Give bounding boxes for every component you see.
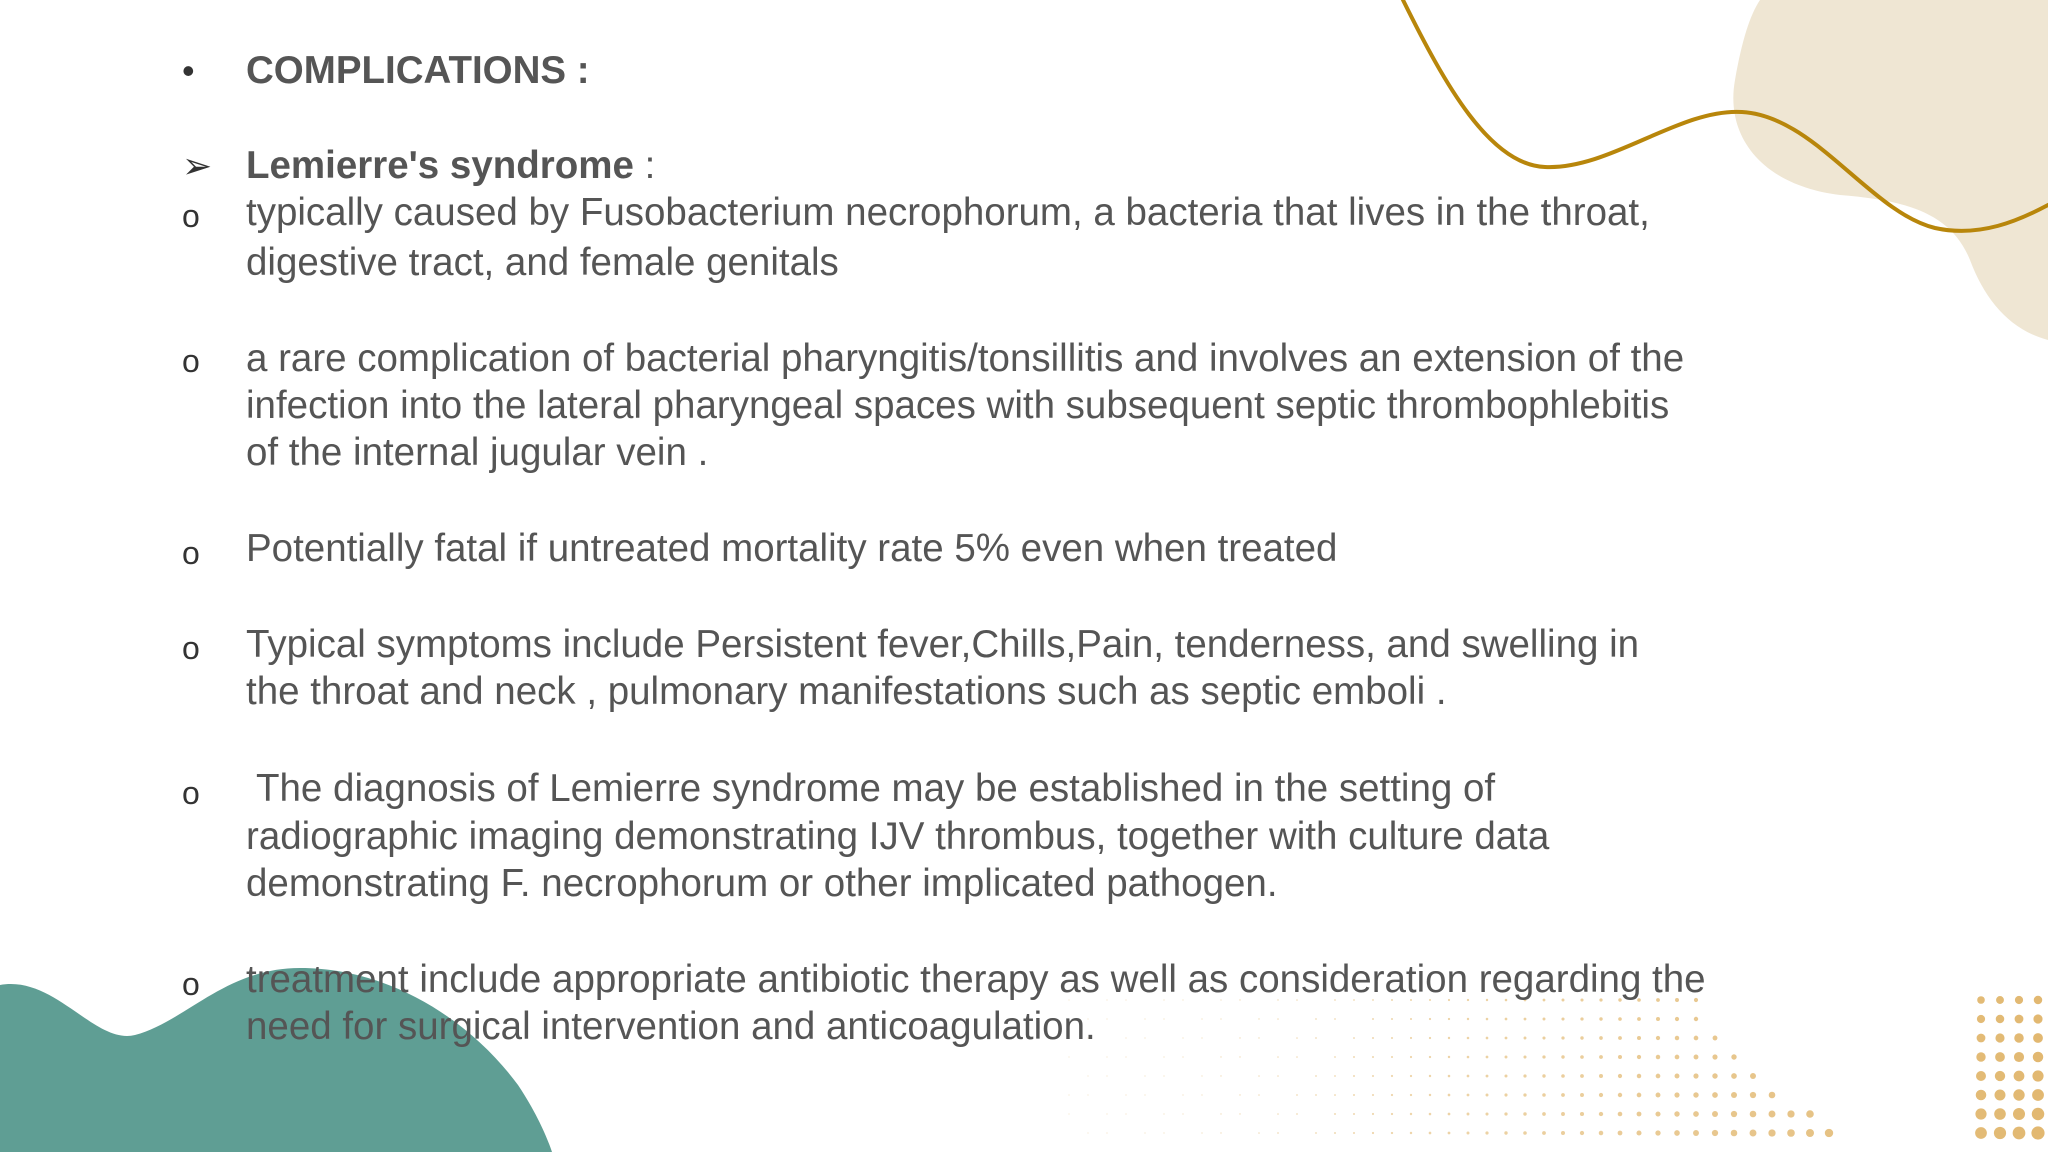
- circle-bullet-icon: o: [182, 343, 200, 379]
- list-item-line: The diagnosis of Lemierre syndrome may be established in the setting of: [246, 767, 1496, 810]
- circle-bullet-icon: o: [182, 775, 200, 811]
- list-item-line: of the internal jugular vein .: [246, 431, 709, 474]
- list-item-line: Potentially fatal if untreated mortality rate 5% even when treated: [246, 527, 1338, 570]
- subheading: [246, 142, 655, 189]
- heading-title: COMPLICATIONS :: [246, 49, 590, 92]
- subheading-title: Lemierre's syndrome: [246, 144, 634, 187]
- list-item-line: radiographic imaging demonstrating IJV thrombus, together with culture data: [246, 815, 1550, 858]
- arrow-bullet-icon: ➢: [182, 145, 213, 186]
- circle-bullet-icon: o: [182, 535, 200, 571]
- list-item-line: demonstrating F. necrophorum or other implicated pathogen.: [246, 862, 1278, 905]
- list-item-line: need for surgical intervention and anticoagulation.: [246, 1005, 1096, 1048]
- list-item-line: a rare complication of bacterial pharyngitis/tonsillitis and involves an extension of the: [246, 337, 1685, 380]
- list-item-line: typically caused by Fusobacterium necrophorum, a bacteria that lives in the throat,: [246, 191, 1650, 234]
- list-item-line: Typical symptoms include Persistent fever,Chills,Pain, tenderness, and swelling in: [246, 623, 1640, 666]
- circle-bullet-icon: o: [182, 630, 200, 666]
- list-item-line: the throat and neck , pulmonary manifestations such as septic emboli .: [246, 670, 1447, 713]
- circle-bullet-icon: o: [182, 966, 200, 1002]
- list-item-line: treatment include appropriate antibiotic therapy as well as consideration regarding the: [246, 958, 1706, 1001]
- circle-bullet-icon: o: [182, 198, 200, 234]
- heading-bullet: •: [182, 50, 195, 91]
- subheading-suffix: :: [633, 144, 656, 187]
- list-item-line: infection into the lateral pharyngeal spaces with subsequent septic thrombophlebitis: [246, 384, 1670, 427]
- list-item-line: digestive tract, and female genitals: [246, 241, 839, 284]
